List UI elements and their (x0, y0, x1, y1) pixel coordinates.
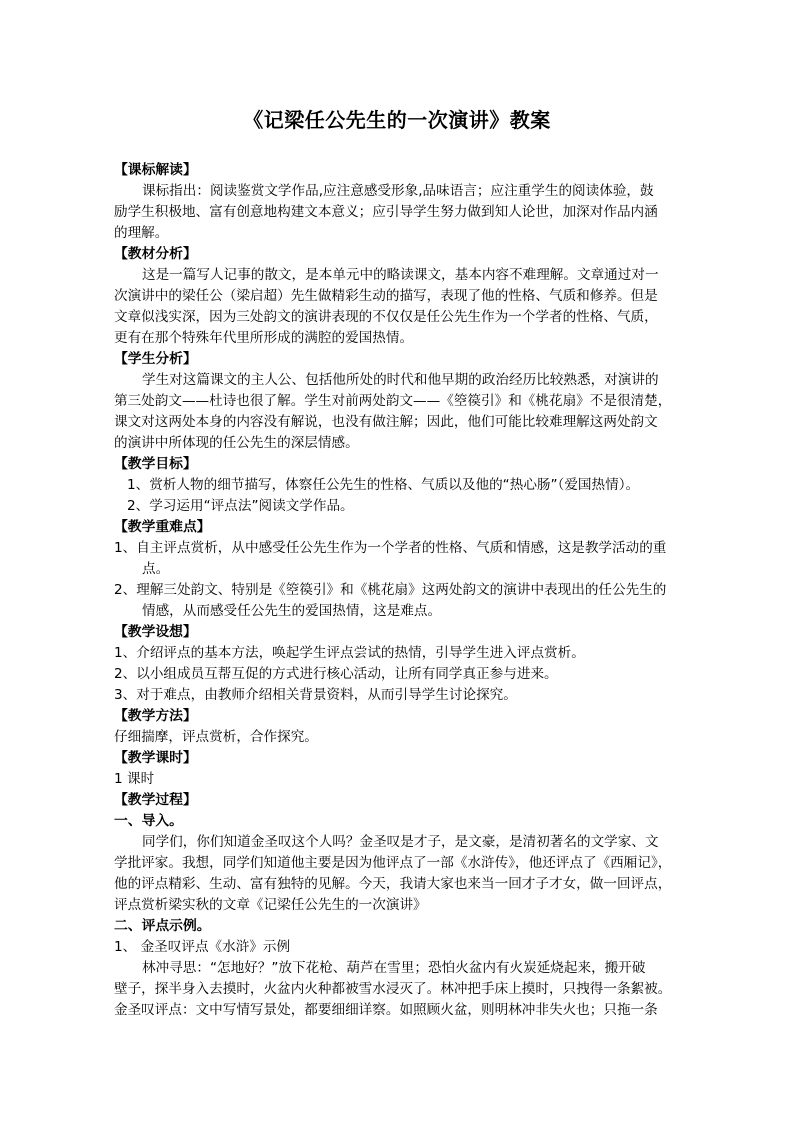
paragraph-line: 文章似浅实深，因为三处韵文的演讲表现的不仅仅是任公先生作为一个学者的性格、气质， (114, 309, 658, 325)
paragraph-line: 课文对这两处本身的内容没有解说，也没有做注解；因此，他们可能比较难理解这两处韵文 (114, 414, 658, 430)
list-item: 1、赏析人物的细节描写，体察任公先生的性格、气质以及他的“热心肠”（爱国热情）。 (127, 477, 640, 493)
section-heading: 【学生分析】 (114, 351, 197, 367)
paragraph-line: 次演讲中的梁任公（梁启超）先生做精彩生动的描写，表现了他的性格、气质和修养。但是 (114, 288, 658, 304)
section-heading: 【教学课时】 (114, 750, 197, 766)
subsection-heading: 二、评点示例。 (114, 918, 211, 934)
paragraph-line: 第三处韵文——杜诗也很了解。学生对前两处韵文——《箜篌引》和《桃花扇》不是很清楚， (114, 393, 672, 409)
paragraph-line: 学生对这篇课文的主人公、包括他所处的时代和他早期的政治经历比较熟悉，对演讲的 (142, 372, 659, 388)
paragraph-line: 同学们，你们知道金圣叹这个人吗？金圣叹是才子，是文豪，是清初著名的文学家、文 (142, 834, 659, 850)
paragraph-line: 金圣叹评点：文中写情写景处，都要细细详察。如照顾火盆，则明林冲非失火也；只拖一条 (114, 1002, 658, 1018)
paragraph-line: 课标指出：阅读鉴赏文学作品,应注意感受形象,品味语言；应注重学生的阅读体验，鼓 (142, 183, 654, 199)
list-item: 1、自主评点赏析，从中感受任公先生作为一个学者的性格、气质和情感，这是教学活动的重 (114, 540, 667, 556)
list-item: 2、理解三处韵文、特别是《箜篌引》和《桃花扇》这两处韵文的演讲中表现出的任公先生的 (114, 582, 667, 598)
list-item: 2、以小组成员互帮互促的方式进行核心活动，让所有同学真正参与进来。 (114, 666, 558, 682)
section-heading: 【教学方法】 (114, 708, 197, 724)
list-item: 1、 金圣叹评点《水浒》示例 (114, 939, 291, 955)
paragraph-line: 学批评家。我想，同学们知道他主要是因为他评点了一部《水浒传》，他还评点了《西厢记》， (114, 855, 672, 871)
section-heading: 【课标解读】 (114, 162, 197, 178)
list-item-continuation: 点。 (142, 561, 170, 577)
paragraph-line: 评点赏析梁实秋的文章《记梁任公先生的一次演讲》 (114, 897, 427, 913)
list-item: 3、对于难点，由教师介绍相关背景资料，从而引导学生讨论探究。 (114, 687, 517, 703)
paragraph-line: 更有在那个特殊年代里所形成的满腔的爱国热情。 (114, 330, 414, 346)
paragraph-line: 他的评点精彩、生动、富有独特的见解。今天，我请大家也来当一回才子才女，做一回评点， (114, 876, 672, 892)
list-item: 2、学习运用“评点法”阅读文学作品。 (127, 498, 354, 514)
section-heading: 【教学目标】 (114, 456, 197, 472)
subsection-heading: 一、导入。 (114, 813, 183, 829)
paragraph-line: 林冲寻思：“怎地好？”放下花枪、葫芦在雪里；恐怕火盆内有火炭延烧起来，搬开破 (142, 960, 646, 976)
paragraph-line: 励学生积极地、富有创意地构建文本意义；应引导学生努力做到知人论世，加深对作品内涵 (114, 204, 658, 220)
list-item: 1、介绍评点的基本方法，唤起学生评点尝试的热情，引导学生进入评点赏析。 (114, 645, 585, 661)
section-heading: 【教学过程】 (114, 792, 197, 808)
paragraph-line: 的演讲中所体现的任公先生的深层情感。 (114, 435, 359, 451)
section-heading: 【教学重难点】 (114, 519, 211, 535)
paragraph-line: 1 课时 (114, 771, 155, 787)
paragraph-line: 壁子，探半身入去摸时，火盆内火种都被雪水浸灭了。林冲把手床上摸时，只拽得一条絮被。 (114, 981, 672, 997)
list-item-continuation: 情感，从而感受任公先生的爱国热情，这是难点。 (142, 603, 442, 619)
section-heading: 【教学设想】 (114, 624, 197, 640)
paragraph-line: 这是一篇写人记事的散文，是本单元中的略读课文，基本内容不难理解。文章通过对一 (142, 267, 659, 283)
section-heading: 【教材分析】 (114, 246, 197, 262)
page-title: 《记梁任公先生的一次演讲》教案 (243, 108, 551, 132)
paragraph-line: 的理解。 (114, 225, 169, 241)
paragraph-line: 仔细揣摩，评点赏析，合作探究。 (114, 729, 318, 745)
